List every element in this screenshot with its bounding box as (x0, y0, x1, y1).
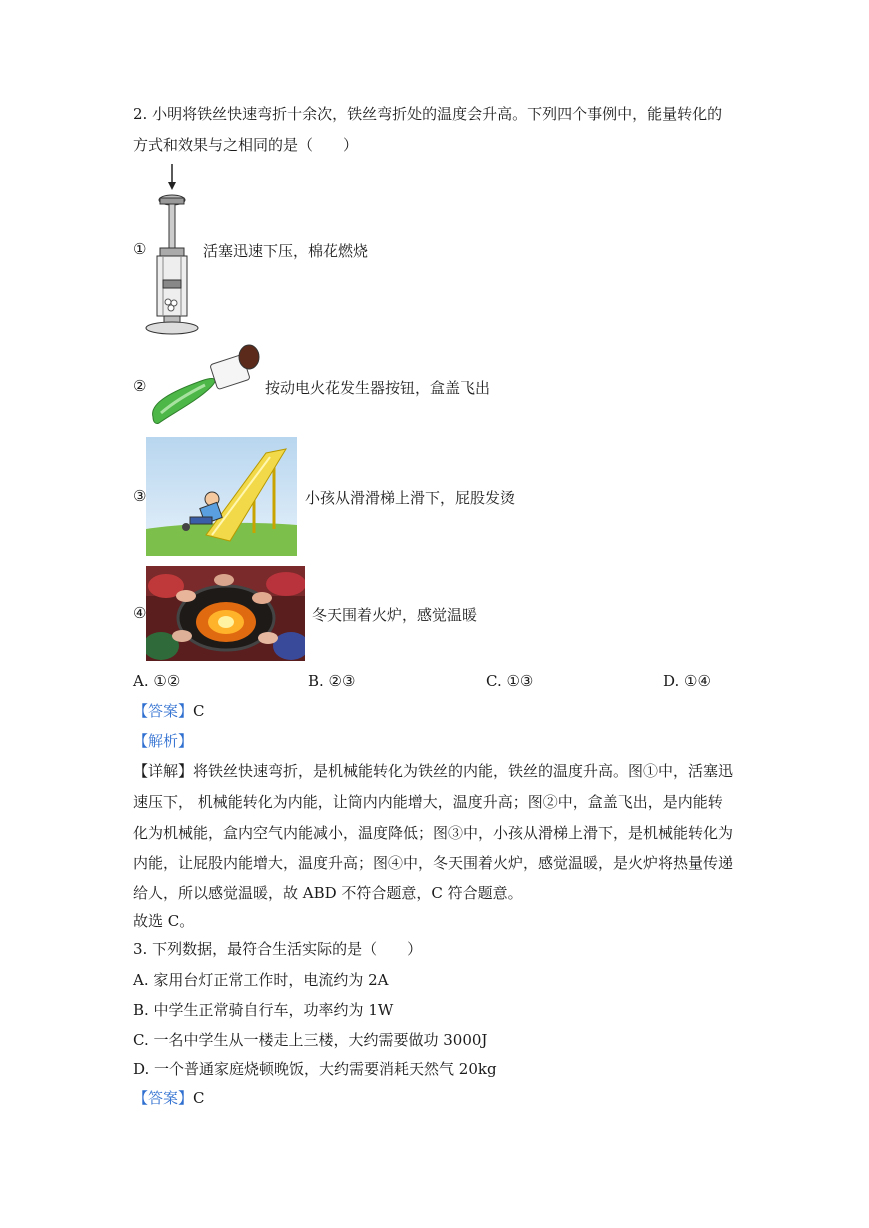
fire-stove-photo (146, 566, 305, 661)
q3-option-c: C. 一名中学生从一楼走上三楼，大约需要做功 3000J (133, 1031, 488, 1049)
conclusion: 故选 C。 (133, 912, 195, 930)
answer-tag: 【答案】 (133, 702, 194, 720)
detail-line-5: 给人，所以感觉温暖，故 ABD 不符合题意，C 符合题意。 (133, 884, 523, 902)
answer-value-q3: C (193, 1089, 205, 1107)
detail-line-1 (133, 761, 733, 781)
item-1-number: ① (133, 240, 147, 258)
item-4-number: ④ (133, 604, 147, 622)
option-a: A. ①② (133, 672, 181, 690)
slide-illustration (146, 437, 297, 556)
option-b: B. ②③ (308, 672, 356, 690)
answer-tag-q3: 【答案】 (133, 1089, 194, 1107)
item-3-text: 小孩从滑滑梯上滑下，屁股发烫 (305, 489, 516, 507)
q3-option-b: B. 中学生正常骑自行车，功率约为 1W (133, 1001, 394, 1019)
detail-line-4: 内能，让屁股内能增大，温度升高；图④中，冬天围着火炉，感觉温暖，是火炉将热量传递 (133, 854, 734, 872)
item-3-number: ③ (133, 487, 147, 505)
q3-option-a: A. 家用台灯正常工作时，电流约为 2A (133, 971, 389, 989)
item-1-text: 活塞迅速下压，棉花燃烧 (203, 242, 369, 260)
item-2-number: ② (133, 377, 147, 395)
q3-option-d: D. 一个普通家庭烧顿晚饭，大约需要消耗天然气 20kg (133, 1060, 497, 1078)
detail-line-3: 化为机械能，盒内空气内能减小，温度降低；图③中，小孩从滑梯上滑下，是机械能转化为 (133, 824, 734, 842)
question-2-stem-line2: 方式和效果与之相同的是（ ） (133, 136, 359, 154)
option-c: C. ①③ (486, 672, 534, 690)
answer-line-q2 (133, 701, 205, 721)
detail-tag: 【详解】 (133, 762, 194, 780)
answer-value: C (193, 702, 205, 720)
fire-piston-illustration (142, 162, 202, 338)
spark-generator-illustration (145, 343, 263, 427)
detail-text-1: 将铁丝快速弯折，是机械能转化为铁丝的内能，铁丝的温度升高。图①中，活塞迅 (193, 762, 734, 780)
option-d: D. ①④ (663, 672, 711, 690)
analysis-tag: 【解析】 (133, 732, 194, 750)
item-4-text: 冬天围着火炉，感觉温暖 (312, 606, 478, 624)
detail-line-2: 速压下， 机械能转化为内能，让筒内内能增大，温度升高；图②中，盒盖飞出，是内能转 (133, 793, 723, 811)
question-3-stem: 3. 下列数据，最符合生活实际的是（ ） (133, 940, 423, 958)
question-2-stem-line1: 2. 小明将铁丝快速弯折十余次，铁丝弯折处的温度会升高。下列四个事例中，能量转化的 (133, 105, 723, 123)
item-2-text: 按动电火花发生器按钮，盒盖飞出 (265, 379, 491, 397)
answer-line-q3 (133, 1088, 205, 1108)
